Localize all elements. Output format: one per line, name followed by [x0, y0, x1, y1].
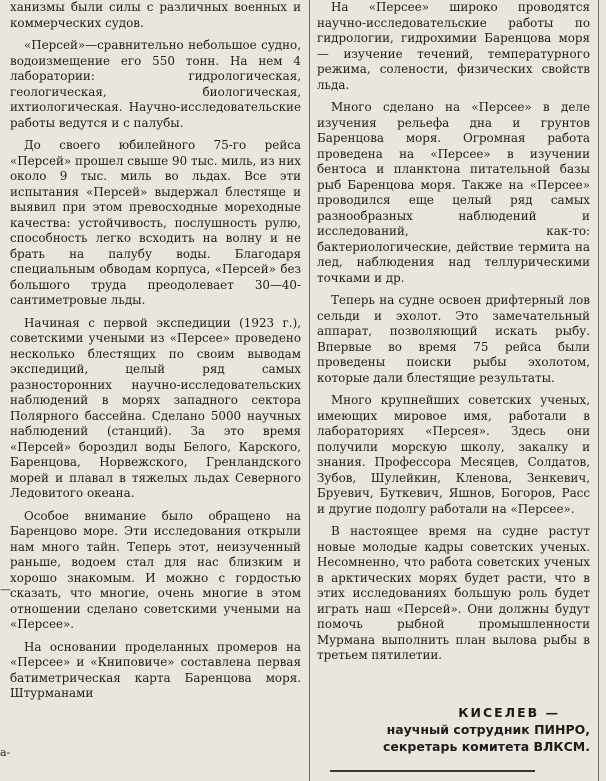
left-column: [10, 0, 301, 702]
paragraph: На основании проделанных промеров на «Персее» и «Книповиче» составлена первая батиметрическая карта Баренцова моря. Штурманами: [10, 639, 301, 700]
paragraph: Много крупнейших советских ученых, имеющих мировое имя, работали в лабораториях «Персея». Здесь они получили морскую школу, закалку и знания. Профессора Месяцев, Солдатов, Зубов, Шулейкин, Кленова, Зенкевич, Бруевич, Буткевич, Яшнов, Богоров, Расс и другие подолгу работали на «Персее».: [317, 393, 590, 516]
edge-fragment: а-: [0, 746, 11, 759]
author-title: научный сотрудник ПИНРО,: [386, 722, 590, 737]
paragraph: В настоящее время на судне растут новые молодые кадры советских ученых. Несомненно, что работа советских ученых в арктических морях будет расти, что в этих исследованиях большую роль будет играть наш «Персей». Они должны будут помочь рыбной промышленности Мурмана выполнить план вылова рыбы в третьем пятилетии.: [317, 524, 590, 662]
right-column: [317, 0, 590, 664]
paragraph: Начиная с первой экспедиции (1923 г.), советскими учеными из «Персее» проведено несколько блестящих по своим выводам экспедиций, целый ряд самых разносторонних научно-исследовательских наблюдений в морях западного сектора Полярного бассейна. Сделано 5000 научных наблюдений (станций). За это время «Персей» бороздил воды Белого, Карского, Баренцова, Норвежского, Гренландского морей и плавал в тяжелых льдах Северного Ледовитого океана.: [10, 315, 301, 500]
author-name: КИСЕЛЕВ —: [458, 705, 560, 720]
column-divider-right: [598, 0, 599, 781]
paragraph: Особое внимание было обращено на Баренцово море. Эти исследования открыли нам много тайн. Теперь этот, неизученный раньше, водоем стал для нас близким и хорошо знакомым. И можно с гордостью сказать, что многие, очень многие в этом отношении сделано советскими учеными на «Персее».: [10, 508, 301, 631]
paragraph: На «Персее» широко проводятся научно-исследовательские работы по гидрологии, гидрохимии Баренцова моря — изучение течений, температурного режима, солености, физических свойств льда.: [317, 0, 590, 92]
paragraph: Теперь на судне освоен дрифтерный лов сельди и эхолот. Это замечательный аппарат, позволяющий искать рыбу. Впервые во время 75 рейса были проведены поиски рыбы эхолотом, которые дали блестящие результаты.: [317, 293, 590, 385]
edge-fragment: —: [0, 583, 11, 596]
paragraph: «Персей»—сравнительно небольшое судно, водоизмещение его 550 тонн. На нем 4 лаборатории: гидрологическая, геологическая, биологическая, ихтиологическая. Научно-исследовательские работы ведутся и с палубы.: [10, 38, 301, 130]
column-divider: [309, 0, 310, 781]
paragraph: До своего юбилейного 75-го рейса «Персей» прошел свыше 90 тыс. миль, из них около 9 тыс. миль во льдах. Все эти испытания «Персей» выдержал блестяще и выявил при этом превосходные мореходные качества: устойчивость, послушность рулю, способность легко всходить на волну и не брать на палубу воды. Благодаря специальным обводам корпуса, «Персей» без большого труда преодолевает 30—40-сантиметровые льды.: [10, 138, 301, 307]
author-signature: [317, 704, 590, 755]
paragraph: ханизмы были силы с различных военных и коммерческих судов.: [10, 0, 301, 30]
paragraph: Много сделано на «Персее» в деле изучения рельефа дна и грунтов Баренцова моря. Огромная работа проведена на «Персее» в изучении бентоса и планктона питательной базы рыб Баренцова моря. Также на «Персее» проводился еще целый ряд самых разнообразных наблюдений и исследований, как-то: бактериологические, действие термита на лед, наблюдения над теллурическими точками и др.: [317, 100, 590, 285]
author-position: секретарь комитета ВЛКСМ.: [383, 739, 590, 754]
bottom-rule: [330, 770, 535, 772]
